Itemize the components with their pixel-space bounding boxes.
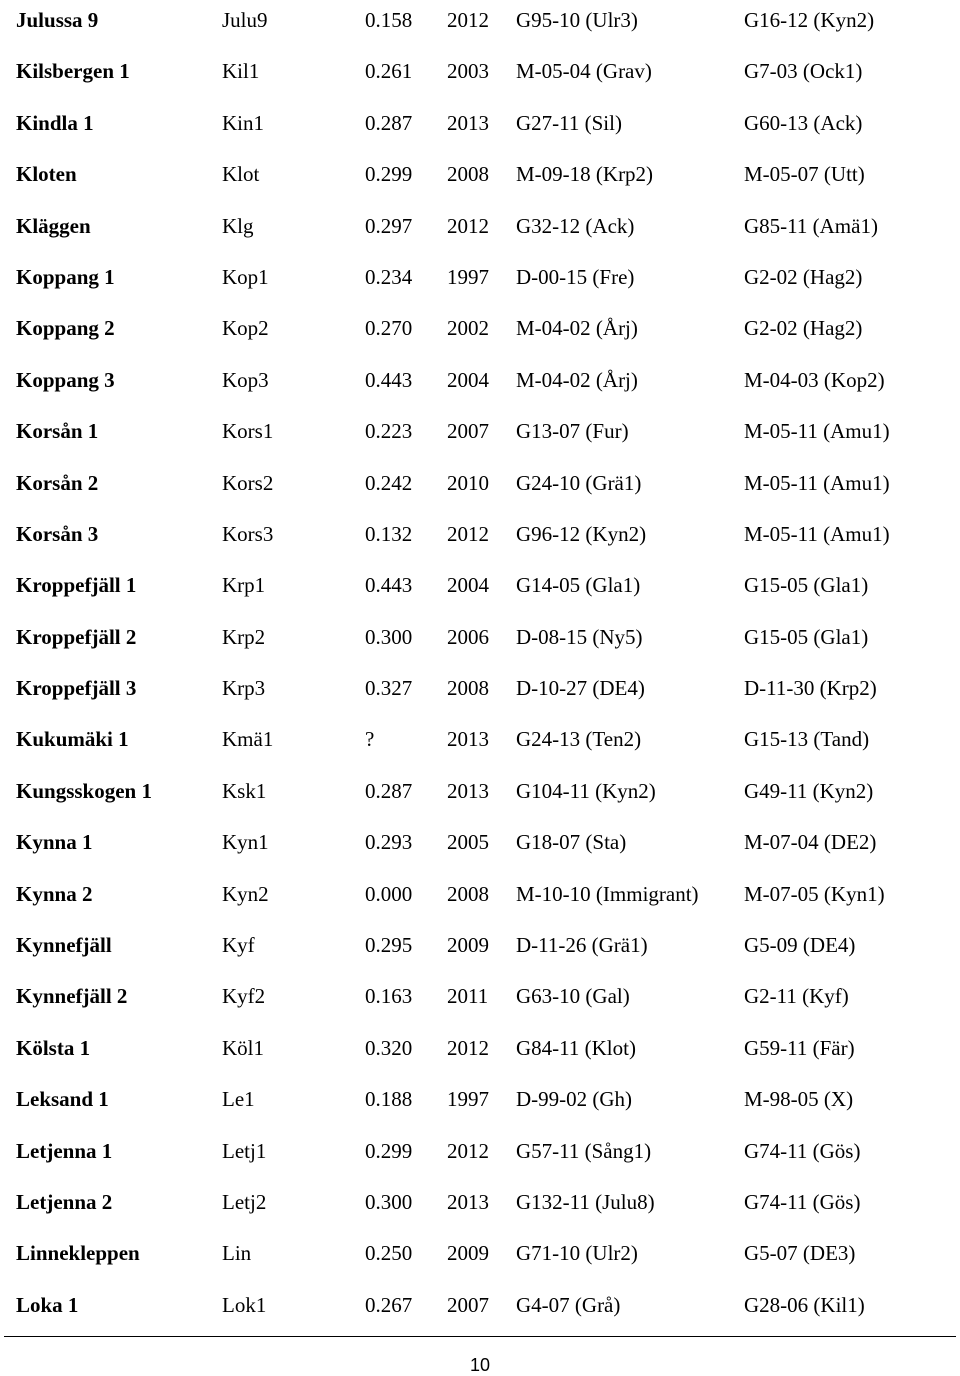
territory-name-cell: Kölsta 1 <box>16 1035 91 1060</box>
page-number: 10 <box>469 1355 491 1375</box>
female-id-cell: G24-13 (Ten2) <box>516 727 642 752</box>
table-row <box>0 98 960 149</box>
male-id-cell: D-11-30 (Krp2) <box>744 676 877 701</box>
inbreeding-value-cell: 0.293 <box>365 830 413 855</box>
year-cell: 2006 <box>447 624 489 649</box>
male-id-cell: M-05-07 (Utt) <box>744 162 865 187</box>
female-id-cell: G71-10 (Ulr2) <box>516 1241 638 1266</box>
inbreeding-value-cell: 0.234 <box>365 264 413 289</box>
inbreeding-value-cell: 0.000 <box>365 881 413 906</box>
table-row <box>0 355 960 406</box>
inbreeding-value-cell: 0.223 <box>365 419 413 444</box>
inbreeding-value-cell: 0.132 <box>365 521 413 546</box>
inbreeding-value-cell: 0.327 <box>365 676 413 701</box>
table-row <box>0 509 960 560</box>
female-id-cell: M-04-02 (Årj) <box>516 367 638 392</box>
inbreeding-value-cell: ? <box>365 727 375 752</box>
territory-name-cell: Kynna 2 <box>16 881 93 906</box>
inbreeding-value-cell: 0.188 <box>365 1087 413 1112</box>
male-id-cell: G15-05 (Gla1) <box>744 624 869 649</box>
table-row <box>0 920 960 971</box>
female-id-cell: D-08-15 (Ny5) <box>516 624 643 649</box>
territory-code-cell: Le1 <box>222 1087 255 1112</box>
inbreeding-value-cell: 0.270 <box>365 316 413 341</box>
territory-name-cell: Kläggen <box>16 213 91 238</box>
female-id-cell: M-04-02 (Årj) <box>516 316 638 341</box>
territory-name-cell: Linnekleppen <box>16 1241 140 1266</box>
inbreeding-value-cell: 0.163 <box>365 984 413 1009</box>
territory-name-cell: Kynnefjäll 2 <box>16 984 128 1009</box>
male-id-cell: G28-06 (Kil1) <box>744 1292 865 1317</box>
male-id-cell: G74-11 (Gös) <box>744 1189 861 1214</box>
table-row <box>0 1126 960 1177</box>
year-cell: 2012 <box>447 1138 489 1163</box>
inbreeding-value-cell: 0.267 <box>365 1292 413 1317</box>
year-cell: 1997 <box>447 264 489 289</box>
inbreeding-value-cell: 0.297 <box>365 213 413 238</box>
inbreeding-value-cell: 0.295 <box>365 933 413 958</box>
male-id-cell: G49-11 (Kyn2) <box>744 778 874 803</box>
territory-code-cell: Kop3 <box>222 367 269 392</box>
male-id-cell: G5-09 (DE4) <box>744 933 856 958</box>
territory-code-cell: Kin1 <box>222 110 264 135</box>
territory-name-cell: Koppang 2 <box>16 316 115 341</box>
territory-name-cell: Koppang 1 <box>16 264 115 289</box>
territory-name-cell: Kroppefjäll 2 <box>16 624 137 649</box>
female-id-cell: G32-12 (Ack) <box>516 213 635 238</box>
year-cell: 2012 <box>447 1035 489 1060</box>
table-row <box>0 1177 960 1228</box>
territory-code-cell: Letj1 <box>222 1138 267 1163</box>
table-row <box>0 1280 960 1331</box>
inbreeding-value-cell: 0.158 <box>365 8 413 32</box>
inbreeding-value-cell: 0.299 <box>365 162 413 187</box>
table-row <box>0 1023 960 1074</box>
table-row <box>0 458 960 509</box>
male-id-cell: M-07-05 (Kyn1) <box>744 881 885 906</box>
male-id-cell: G15-05 (Gla1) <box>744 573 869 598</box>
table-row <box>0 252 960 303</box>
female-id-cell: D-00-15 (Fre) <box>516 264 635 289</box>
territory-code-cell: Letj2 <box>222 1189 267 1214</box>
inbreeding-value-cell: 0.242 <box>365 470 413 495</box>
male-id-cell: G2-02 (Hag2) <box>744 264 863 289</box>
territory-code-cell: Kmä1 <box>222 727 274 752</box>
table-row <box>0 560 960 611</box>
table-row <box>0 1228 960 1279</box>
table-row <box>0 714 960 765</box>
table-row <box>0 869 960 920</box>
year-cell: 2002 <box>447 316 489 341</box>
territory-name-cell: Koppang 3 <box>16 367 115 392</box>
inbreeding-value-cell: 0.250 <box>365 1241 413 1266</box>
year-cell: 2003 <box>447 59 489 84</box>
female-id-cell: G104-11 (Kyn2) <box>516 778 656 803</box>
inbreeding-value-cell: 0.300 <box>365 624 413 649</box>
male-id-cell: M-04-03 (Kop2) <box>744 367 885 392</box>
male-id-cell: M-05-11 (Amu1) <box>744 521 890 546</box>
year-cell: 2012 <box>447 8 489 32</box>
inbreeding-value-cell: 0.443 <box>365 573 413 598</box>
year-cell: 2004 <box>447 573 489 598</box>
territory-code-cell: Kyf <box>222 933 255 958</box>
territory-name-cell: Letjenna 1 <box>16 1138 113 1163</box>
table-row <box>0 1074 960 1125</box>
territory-name-cell: Kungsskogen 1 <box>16 778 152 803</box>
male-id-cell: G60-13 (Ack) <box>744 110 863 135</box>
territory-name-cell: Korsån 3 <box>16 521 99 546</box>
territory-name-cell: Korsån 1 <box>16 419 99 444</box>
year-cell: 2008 <box>447 676 489 701</box>
territory-code-cell: Krp3 <box>222 676 266 701</box>
territory-name-cell: Leksand 1 <box>16 1087 109 1112</box>
territory-code-cell: Kyn1 <box>222 830 269 855</box>
female-id-cell: M-09-18 (Krp2) <box>516 162 654 187</box>
year-cell: 2004 <box>447 367 489 392</box>
male-id-cell: G15-13 (Tand) <box>744 727 870 752</box>
female-id-cell: G27-11 (Sil) <box>516 110 622 135</box>
table-row <box>0 406 960 457</box>
table-row <box>0 971 960 1022</box>
year-cell: 2012 <box>447 213 489 238</box>
territory-code-cell: Köl1 <box>222 1035 264 1060</box>
table-row <box>0 817 960 868</box>
territory-code-cell: Kop2 <box>222 316 269 341</box>
territory-name-cell: Kloten <box>16 162 77 187</box>
male-id-cell: G7-03 (Ock1) <box>744 59 863 84</box>
female-id-cell: M-10-10 (Immigrant) <box>516 881 699 906</box>
table-row <box>0 612 960 663</box>
year-cell: 2009 <box>447 1241 489 1266</box>
territory-name-cell: Julussa 9 <box>16 8 99 32</box>
female-id-cell: G132-11 (Julu8) <box>516 1189 655 1214</box>
year-cell: 2013 <box>447 110 489 135</box>
territory-code-cell: Kors2 <box>222 470 274 495</box>
year-cell: 2008 <box>447 881 489 906</box>
territory-code-cell: Klg <box>222 213 254 238</box>
female-id-cell: G63-10 (Gal) <box>516 984 630 1009</box>
territory-name-cell: Kynna 1 <box>16 830 93 855</box>
territory-name-cell: Kroppefjäll 1 <box>16 573 137 598</box>
territory-code-cell: Kyf2 <box>222 984 266 1009</box>
female-id-cell: D-99-02 (Gh) <box>516 1087 633 1112</box>
table-row <box>0 201 960 252</box>
inbreeding-value-cell: 0.261 <box>365 59 413 84</box>
male-id-cell: G2-11 (Kyf) <box>744 984 849 1009</box>
female-id-cell: G14-05 (Gla1) <box>516 573 641 598</box>
year-cell: 2013 <box>447 1189 489 1214</box>
female-id-cell: G18-07 (Sta) <box>516 830 627 855</box>
male-id-cell: G2-02 (Hag2) <box>744 316 863 341</box>
male-id-cell: M-05-11 (Amu1) <box>744 470 890 495</box>
inbreeding-value-cell: 0.287 <box>365 110 413 135</box>
inbreeding-value-cell: 0.443 <box>365 367 413 392</box>
female-id-cell: G24-10 (Grä1) <box>516 470 642 495</box>
inbreeding-value-cell: 0.299 <box>365 1138 413 1163</box>
year-cell: 2012 <box>447 521 489 546</box>
year-cell: 2009 <box>447 933 489 958</box>
territory-code-cell: Klot <box>222 162 260 187</box>
male-id-cell: G16-12 (Kyn2) <box>744 8 875 32</box>
year-cell: 2013 <box>447 778 489 803</box>
year-cell: 1997 <box>447 1087 489 1112</box>
year-cell: 2013 <box>447 727 489 752</box>
territory-name-cell: Kroppefjäll 3 <box>16 676 137 701</box>
year-cell: 2007 <box>447 419 489 444</box>
female-id-cell: G84-11 (Klot) <box>516 1035 636 1060</box>
territory-code-cell: Krp1 <box>222 573 266 598</box>
territory-code-cell: Kors1 <box>222 419 274 444</box>
inbreeding-value-cell: 0.320 <box>365 1035 413 1060</box>
territory-code-cell: Julu9 <box>222 8 268 32</box>
year-cell: 2005 <box>447 830 489 855</box>
female-id-cell: G13-07 (Fur) <box>516 419 629 444</box>
territory-name-cell: Kukumäki 1 <box>16 727 129 752</box>
territory-name-cell: Kynnefjäll <box>16 933 112 958</box>
table-row <box>0 766 960 817</box>
territory-code-cell: Kors3 <box>222 521 274 546</box>
territory-name-cell: Loka 1 <box>16 1292 79 1317</box>
territory-code-cell: Kyn2 <box>222 881 269 906</box>
male-id-cell: G85-11 (Amä1) <box>744 213 878 238</box>
territory-code-cell: Ksk1 <box>222 778 267 803</box>
table-row <box>0 149 960 200</box>
territory-code-cell: Kop1 <box>222 264 269 289</box>
territory-code-cell: Lin <box>222 1241 252 1266</box>
male-id-cell: G74-11 (Gös) <box>744 1138 861 1163</box>
table-row <box>0 663 960 714</box>
female-id-cell: G96-12 (Kyn2) <box>516 521 647 546</box>
year-cell: 2008 <box>447 162 489 187</box>
territory-name-cell: Kilsbergen 1 <box>16 59 130 84</box>
female-id-cell: G57-11 (Sång1) <box>516 1138 652 1163</box>
male-id-cell: M-05-11 (Amu1) <box>744 419 890 444</box>
year-cell: 2011 <box>447 984 489 1009</box>
territory-name-cell: Letjenna 2 <box>16 1189 113 1214</box>
inbreeding-value-cell: 0.287 <box>365 778 413 803</box>
territory-name-cell: Kindla 1 <box>16 110 94 135</box>
female-id-cell: D-11-26 (Grä1) <box>516 933 648 958</box>
female-id-cell: D-10-27 (DE4) <box>516 676 645 701</box>
male-id-cell: M-98-05 (X) <box>744 1087 854 1112</box>
table-row <box>0 0 960 46</box>
table-bottom-rule <box>4 1336 956 1337</box>
territory-code-cell: Krp2 <box>222 624 266 649</box>
table-row <box>0 303 960 354</box>
table-row <box>0 46 960 97</box>
male-id-cell: M-07-04 (DE2) <box>744 830 877 855</box>
female-id-cell: G95-10 (Ulr3) <box>516 8 638 32</box>
territory-name-cell: Korsån 2 <box>16 470 99 495</box>
territory-code-cell: Lok1 <box>222 1292 267 1317</box>
female-id-cell: M-05-04 (Grav) <box>516 59 652 84</box>
female-id-cell: G4-07 (Grå) <box>516 1292 621 1317</box>
territory-code-cell: Kil1 <box>222 59 260 84</box>
male-id-cell: G59-11 (Fär) <box>744 1035 855 1060</box>
year-cell: 2007 <box>447 1292 489 1317</box>
male-id-cell: G5-07 (DE3) <box>744 1241 856 1266</box>
inbreeding-value-cell: 0.300 <box>365 1189 413 1214</box>
year-cell: 2010 <box>447 470 489 495</box>
